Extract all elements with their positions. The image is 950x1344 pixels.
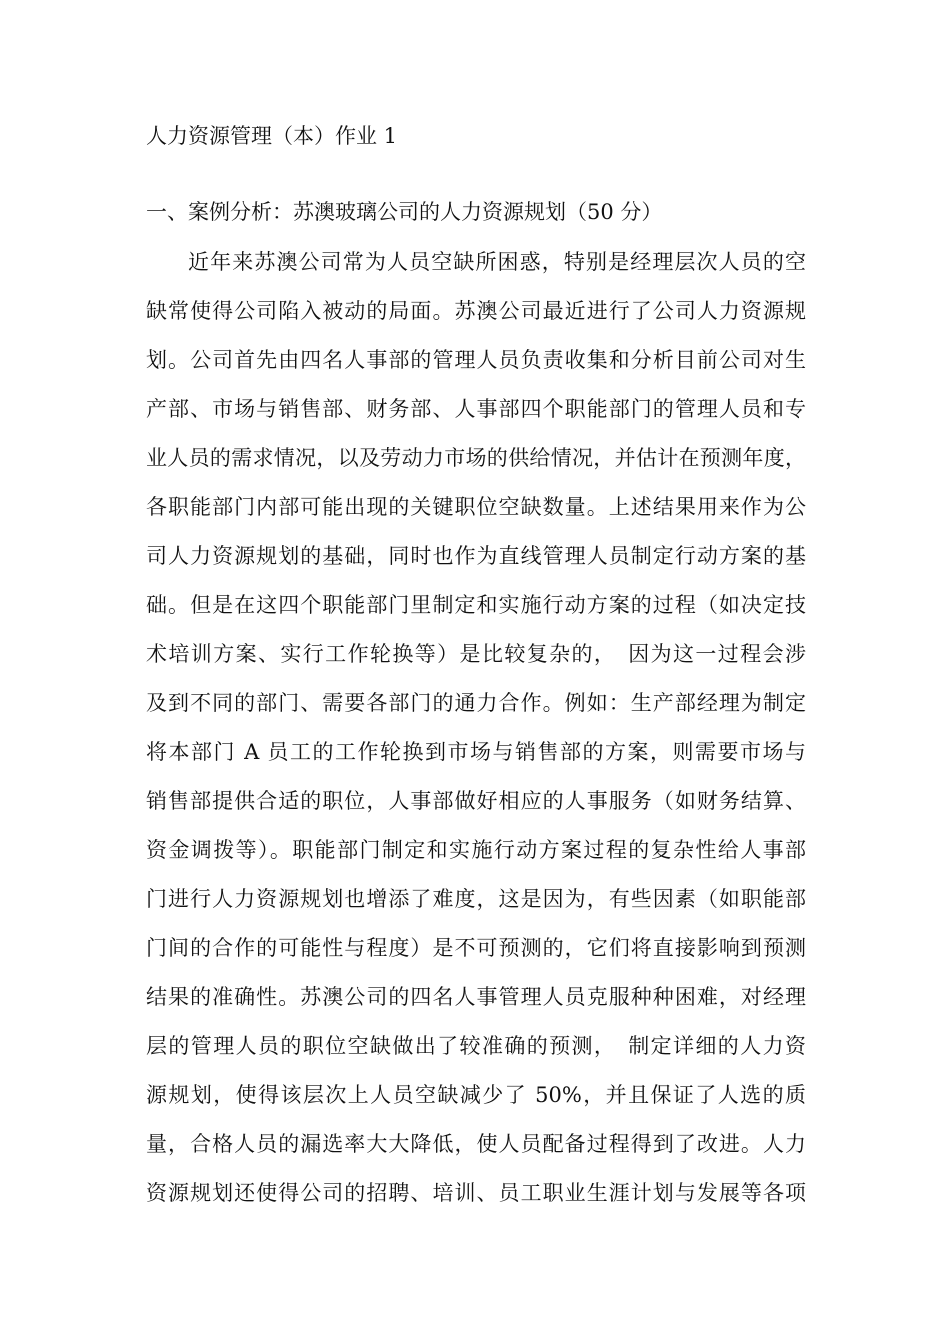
paragraph-line: 将本部门 A 员工的工作轮换到市场与销售部的方案，则需要市场与 [146,740,806,764]
paragraph-line: 资金调拨等）。职能部门制定和实施行动方案过程的复杂性给人事部 [146,838,806,862]
case-paragraph [146,238,806,1218]
paragraph-line: 划。公司首先由四名人事部的管理人员负责收集和分析目前公司对生 [146,348,806,372]
paragraph-line: 销售部提供合适的职位，人事部做好相应的人事服务（如财务结算、 [146,789,806,813]
paragraph-line: 术培训方案、实行工作轮换等）是比较复杂的， 因为这一过程会涉 [146,642,806,666]
paragraph-line: 近年来苏澳公司常为人员空缺所困惑，特别是经理层次人员的空 [188,250,806,274]
paragraph-line: 结果的准确性。苏澳公司的四名人事管理人员克服种种困难，对经理 [146,985,806,1009]
paragraph-line: 础。但是在这四个职能部门里制定和实施行动方案的过程（如决定技 [146,593,806,617]
paragraph-line: 门间的合作的可能性与程度）是不可预测的，它们将直接影响到预测 [146,936,806,960]
paragraph-line: 层的管理人员的职位空缺做出了较准确的预测， 制定详细的人力资 [146,1034,806,1058]
paragraph-line: 门进行人力资源规划也增添了难度，这是因为，有些因素（如职能部 [146,887,806,911]
paragraph-line: 各职能部门内部可能出现的关键职位空缺数量。上述结果用来作为公 [146,495,806,519]
paragraph-line: 产部、市场与销售部、财务部、人事部四个职能部门的管理人员和专 [146,397,806,421]
paragraph-line: 资源规划还使得公司的招聘、培训、员工职业生涯计划与发展等各项 [146,1181,806,1205]
paragraph-line: 源规划，使得该层次上人员空缺减少了 50%，并且保证了人选的质 [146,1083,806,1107]
paragraph-line: 司人力资源规划的基础，同时也作为直线管理人员制定行动方案的基 [146,544,806,568]
section-heading: 一、案例分析：苏澳玻璃公司的人力资源规划（50 分） [146,200,663,224]
paragraph-line: 缺常使得公司陷入被动的局面。苏澳公司最近进行了公司人力资源规 [146,299,806,323]
paragraph-line: 及到不同的部门、需要各部门的通力合作。例如：生产部经理为制定 [146,691,806,715]
document-title: 人力资源管理（本）作业 1 [146,124,398,148]
paragraph-line: 业人员的需求情况，以及劳动力市场的供给情况，并估计在预测年度， [146,446,806,470]
paragraph-line: 量，合格人员的漏选率大大降低，使人员配备过程得到了改进。人力 [146,1132,806,1156]
